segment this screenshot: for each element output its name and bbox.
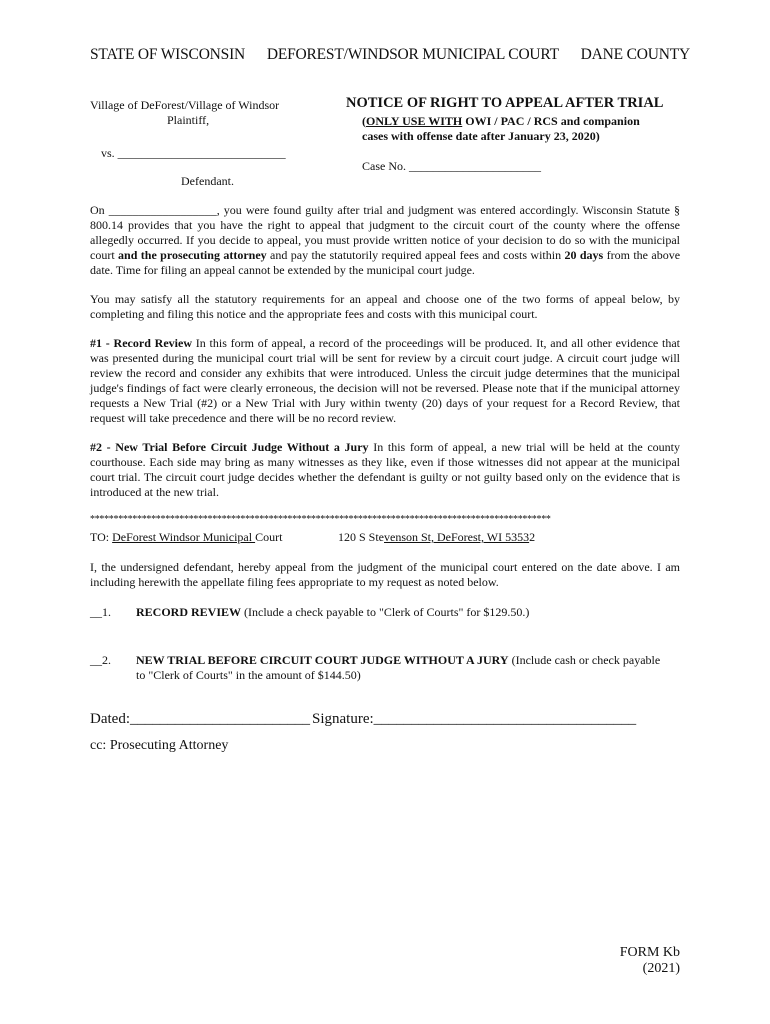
new-trial-text: In this form of appeal, a new trial will be held at the county courthouse. Each side may bring as many witnesses as they like, even if those witnesses did not appear at the municipal court trial. The circuit court judge decides whether the defendant is guilty or not guilty based only on the evidence that is introduced at the new trial. — [90, 440, 680, 499]
option-2-label-line — [136, 653, 686, 682]
option-2-note-line2: to "Clerk of Courts" in the amount of $144.50) — [136, 667, 361, 682]
date-blank: __________________ — [108, 203, 217, 217]
option-1-note: (Include a check payable to "Clerk of Courts" for $129.50.) — [241, 605, 530, 619]
appeal-statement-text: I, the undersigned defendant, hereby appeal from the judgment of the municipal court entered on the date above. I am including herewith the appellate filing fees appropriate to my request as noted below. — [90, 560, 680, 589]
to-line — [90, 530, 282, 545]
appeal-statement — [90, 560, 680, 590]
option-1-label-line — [136, 605, 529, 620]
court-label: DEFOREST/WINDSOR MUNICIPAL COURT — [266, 46, 559, 63]
record-review-text: In this form of appeal, a record of the proceedings will be produced. It, and all other evidence that was presented during the municipal court trial will be sent for review by a circuit court judge. A circuit court judge will review the record and consider any exhibits that were introduced. Unless the circuit judge determines that the municipal judge's findings of fact were clearly erroneous, the decision will not be reversed. Please note that if the municipal attorney requests a New Trial (#2) or a New Trial with Jury within twenty (20) days of your request for a Record Review, that request will take precedence and there will be no record review. — [90, 336, 680, 425]
intro-days: 20 days — [564, 248, 604, 262]
option-2-note: (Include cash or check payable — [508, 653, 661, 667]
defendant-label: Defendant. — [181, 174, 234, 188]
subtitle-line2: cases with offense date after January 23, 2020) — [362, 128, 600, 143]
option-2-checkbox[interactable]: __2. — [90, 653, 111, 667]
state-label: STATE OF WISCONSIN — [90, 46, 246, 63]
record-review-heading: #1 - Record Review — [90, 336, 192, 350]
form-footer — [620, 945, 680, 977]
record-review-paragraph — [90, 336, 680, 426]
intro-on: On — [90, 203, 109, 217]
plaintiff-name: Village of DeForest/Village of Windsor — [90, 98, 280, 112]
option-new-trial[interactable] — [90, 653, 111, 668]
case-number: Case No. ______________________ — [362, 159, 541, 173]
option-1-checkbox[interactable]: __1. — [90, 605, 111, 619]
to-court-underlined: DeForest Windsor Municipal — [112, 530, 256, 544]
options-intro-paragraph — [90, 292, 680, 322]
notice-title: NOTICE OF RIGHT TO APPEAL AFTER TRIAL — [346, 95, 664, 111]
options-intro-text: You may satisfy all the statutory requirements for an appeal and choose one of the two forms of appeal below, by completing and filing this notice and the appropriate fees and costs with this municipal court. — [90, 292, 680, 321]
address-start: 120 S Ste — [338, 530, 385, 544]
subtitle-line1: OWI / PAC / RCS and companion — [462, 114, 640, 128]
to-court-rest: Court — [255, 530, 283, 544]
court-address — [338, 530, 535, 545]
address-underlined: venson St, DeForest, WI 5353 — [384, 530, 530, 544]
intro-text-c: from the above date. Time for filing an appeal cannot be extended by the municipal court judge. — [90, 248, 681, 277]
plaintiff-label: Plaintiff, — [167, 112, 210, 127]
new-trial-paragraph — [90, 440, 680, 500]
form-id: FORM Kb — [619, 945, 680, 960]
to-label: TO: — [90, 530, 113, 544]
new-trial-heading: #2 - New Trial Before Circuit Judge Without a Jury — [90, 440, 369, 454]
intro-paragraph — [90, 203, 680, 278]
intro-bold: and the prosecuting attorney — [118, 248, 267, 262]
form-year: (2021) — [642, 961, 680, 976]
county-label: DANE COUNTY — [580, 46, 690, 63]
asterisk-divider: ************************************************************************************************** — [90, 514, 551, 525]
address-end: 2 — [529, 530, 536, 544]
intro-text-a: , you were found guilty after trial and judgment was entered accordingly. Wisconsin Statute § 800.14 provides that you have the right to appeal that judgment to the circuit court of the county where the offense allegedly occurred. If you decide to appeal, you must provide written notice of your decision to do so with the municipal court — [90, 203, 680, 262]
dated-field[interactable]: Dated:________________________ — [90, 711, 310, 727]
option-2-label: NEW TRIAL BEFORE CIRCUIT COURT JUDGE WITHOUT A JURY — [136, 653, 509, 667]
option-record-review[interactable] — [90, 605, 111, 620]
intro-text-b: and pay the statutorily required appeal fees and costs within — [266, 248, 565, 262]
caption-plaintiff — [90, 98, 290, 127]
vs-line: vs. ____________________________ — [101, 146, 286, 160]
cc-line: cc: Prosecuting Attorney — [90, 738, 229, 753]
only-use-with: ONLY USE WITH — [366, 114, 463, 128]
notice-subtitle: (ONLY USE WITH OWI / PAC / RCS and companion cases with offense date after January 23, 2020) — [362, 114, 682, 143]
signature-field[interactable]: Signature:___________________________________ — [312, 711, 637, 727]
option-1-label: RECORD REVIEW — [136, 605, 242, 619]
court-header — [90, 46, 690, 64]
